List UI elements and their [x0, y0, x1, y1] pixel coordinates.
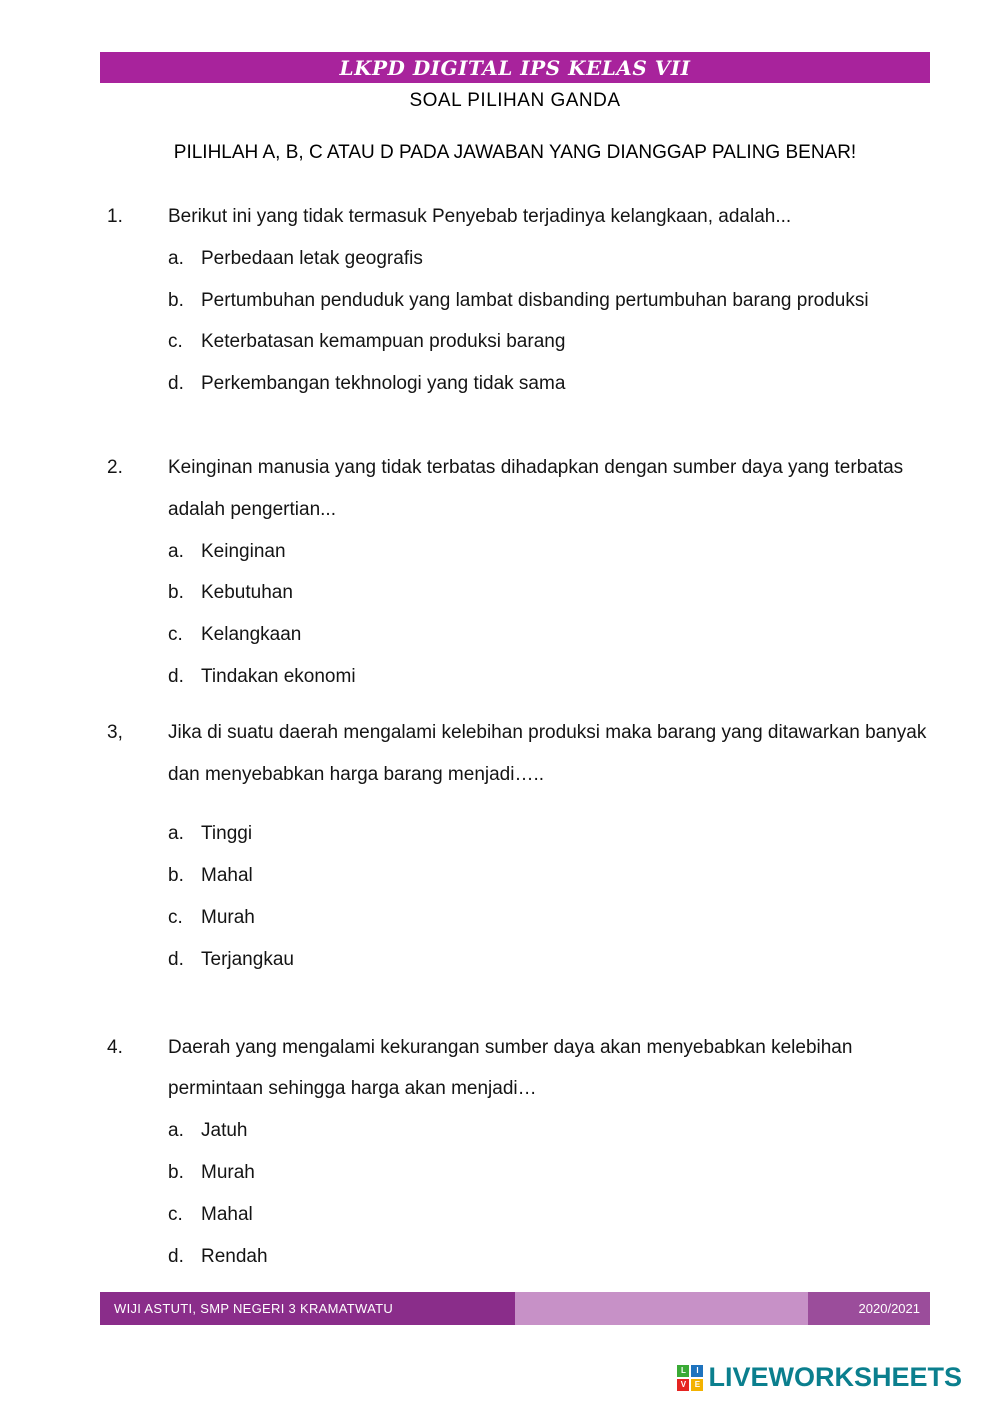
answer-option-c[interactable]	[168, 614, 930, 656]
question-body	[168, 1027, 930, 1278]
question-body	[168, 447, 930, 698]
question-3	[107, 712, 930, 981]
question-list	[107, 196, 930, 1277]
footer-divider-segment	[515, 1292, 808, 1325]
option-letter: a.	[168, 1120, 184, 1142]
option-text: Murah	[201, 906, 255, 928]
answer-option-d[interactable]	[168, 939, 930, 981]
option-letter: c.	[168, 906, 183, 928]
option-letter: b.	[168, 289, 184, 311]
liveworksheets-icon	[677, 1365, 703, 1391]
option-text: Perkembangan tekhnologi yang tidak sama	[201, 373, 566, 395]
logo-tile: E	[691, 1379, 703, 1391]
question-body	[168, 712, 930, 981]
option-letter: d.	[168, 373, 184, 395]
option-letter: a.	[168, 247, 184, 269]
logo-tile: L	[677, 1365, 689, 1377]
option-letter: b.	[168, 1161, 184, 1183]
option-letter: b.	[168, 865, 184, 887]
question-body	[168, 196, 930, 405]
answer-option-a[interactable]	[168, 1110, 930, 1152]
options-group	[168, 238, 930, 405]
options-group	[168, 531, 930, 698]
footer-year: 2020/2021	[808, 1292, 930, 1325]
option-text: Kelangkaan	[201, 624, 302, 646]
option-letter: d.	[168, 1245, 184, 1267]
option-text: Kebutuhan	[201, 582, 293, 604]
option-text: Pertumbuhan penduduk yang lambat disbanding pertumbuhan barang produksi	[201, 289, 869, 311]
option-letter: a.	[168, 823, 184, 845]
liveworksheets-logo[interactable]	[677, 1362, 962, 1393]
answer-option-d[interactable]	[168, 656, 930, 698]
logo-tile: V	[677, 1379, 689, 1391]
option-text: Murah	[201, 1161, 255, 1183]
option-letter: c.	[168, 331, 183, 353]
option-text: Terjangkau	[201, 948, 294, 970]
logo-wordmark: LIVEWORKSHEETS	[708, 1362, 962, 1392]
answer-option-d[interactable]	[168, 363, 930, 405]
answer-option-b[interactable]	[168, 1152, 930, 1194]
question-2	[107, 447, 930, 698]
answer-option-d[interactable]	[168, 1236, 930, 1278]
option-text: Tinggi	[201, 823, 253, 845]
answer-option-b[interactable]	[168, 280, 930, 322]
question-text: Daerah yang mengalami kekurangan sumber daya akan menyebabkan kelebihan permintaan sehingga harga akan menjadi…	[168, 1036, 853, 1100]
instruction-text: PILIHLAH A, B, C ATAU D PADA JAWABAN YANG DIANGGAP PALING BENAR!	[173, 142, 857, 163]
options-group	[168, 813, 930, 980]
option-letter: a.	[168, 540, 184, 562]
option-text: Keterbatasan kemampuan produksi barang	[201, 331, 566, 353]
option-letter: c.	[168, 1203, 183, 1225]
page-subtitle: SOAL PILIHAN GANDA	[409, 90, 621, 111]
option-text: Jatuh	[201, 1120, 248, 1142]
question-text: Jika di suatu daerah mengalami kelebihan produksi maka barang yang ditawarkan banyak dan menyebabkan harga barang menjadi…..	[168, 721, 927, 785]
option-text: Keinginan	[201, 540, 286, 562]
question-1	[107, 196, 930, 405]
footer-author: WIJI ASTUTI, SMP NEGERI 3 KRAMATWATU	[100, 1292, 515, 1325]
answer-option-c[interactable]	[168, 897, 930, 939]
question-number: 4.	[107, 1036, 123, 1058]
answer-option-a[interactable]	[168, 531, 930, 573]
option-text: Mahal	[201, 865, 253, 887]
question-text: Keinginan manusia yang tidak terbatas dihadapkan dengan sumber daya yang terbatas adalah pengertian...	[168, 456, 904, 520]
option-text: Perbedaan letak geografis	[201, 247, 423, 269]
answer-option-a[interactable]	[168, 813, 930, 855]
question-text: Berikut ini yang tidak termasuk Penyebab terjadinya kelangkaan, adalah...	[168, 206, 792, 227]
option-text: Tindakan ekonomi	[201, 665, 356, 687]
option-text: Rendah	[201, 1245, 268, 1267]
option-letter: d.	[168, 948, 184, 970]
answer-option-c[interactable]	[168, 1194, 930, 1236]
header-banner: LKPD DIGITAL IPS KELAS VII	[100, 52, 930, 83]
answer-option-a[interactable]	[168, 238, 930, 280]
question-number: 3,	[107, 721, 123, 743]
footer-bar	[100, 1292, 930, 1325]
option-letter: c.	[168, 624, 183, 646]
question-number: 1.	[107, 206, 123, 227]
options-group	[168, 1110, 930, 1277]
option-text: Mahal	[201, 1203, 253, 1225]
option-letter: b.	[168, 582, 184, 604]
logo-tile: I	[691, 1365, 703, 1377]
question-4	[107, 1027, 930, 1278]
answer-option-c[interactable]	[168, 321, 930, 363]
option-letter: d.	[168, 665, 184, 687]
answer-option-b[interactable]	[168, 572, 930, 614]
question-number: 2.	[107, 456, 123, 478]
answer-option-b[interactable]	[168, 855, 930, 897]
